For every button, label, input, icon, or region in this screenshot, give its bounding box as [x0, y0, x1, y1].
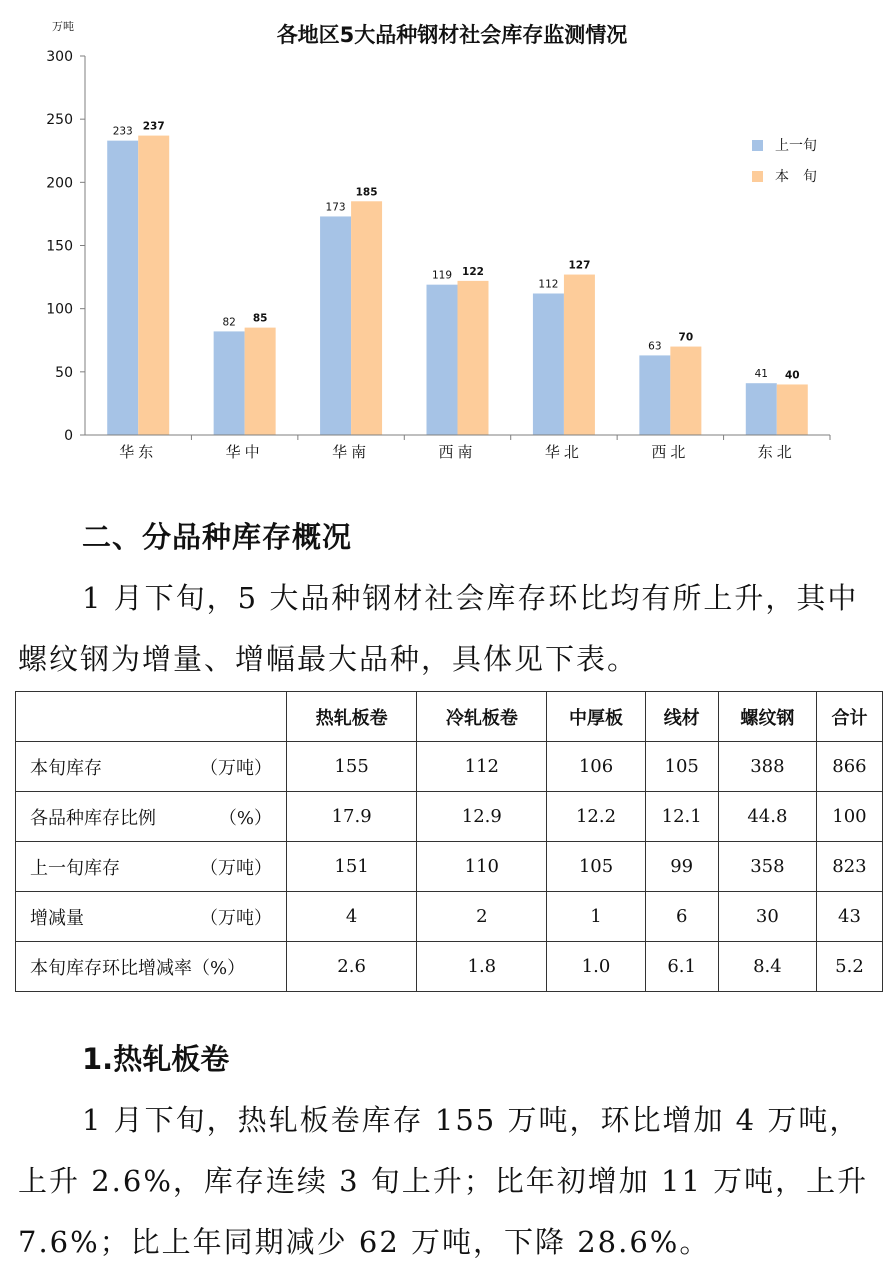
table-cell: 112 — [417, 742, 547, 792]
y-tick-label: 0 — [64, 428, 73, 444]
y-tick-label: 150 — [46, 238, 73, 255]
x-tick-label: 华北 — [544, 443, 583, 461]
table-cell: 12.2 — [547, 792, 645, 842]
bar-prev — [107, 141, 138, 435]
table-cell: 8.4 — [718, 942, 816, 992]
x-tick-label: 西北 — [651, 443, 690, 461]
bar-prev — [427, 285, 458, 435]
data-label: 112 — [538, 278, 559, 291]
table-cell: 17.9 — [287, 792, 417, 842]
bar-current — [351, 201, 382, 435]
row-label: 上一旬库存 — [30, 857, 120, 879]
data-label: 233 — [112, 125, 133, 138]
table-cell: 12.1 — [645, 792, 718, 842]
section-title: 二、分品种库存概况 — [82, 520, 353, 554]
data-label: 185 — [355, 186, 378, 199]
legend-label-prev: 上一旬 — [775, 138, 817, 154]
x-tick-label: 华东 — [119, 443, 158, 461]
x-tick-label: 西南 — [438, 443, 477, 461]
bar-current — [564, 275, 595, 435]
table-cell: 2.6 — [287, 942, 417, 992]
data-label: 122 — [462, 265, 484, 278]
legend-label-current: 本 旬 — [775, 169, 817, 185]
table-cell: 44.8 — [718, 792, 816, 842]
data-label: 41 — [754, 368, 768, 381]
bar-prev — [746, 383, 777, 435]
table-cell: 105 — [645, 742, 718, 792]
bar-series — [107, 121, 808, 435]
table-header-cell: 冷轧板卷 — [417, 692, 547, 742]
data-label: 127 — [568, 259, 591, 272]
y-tick-label: 250 — [46, 112, 73, 129]
y-tick-label: 100 — [46, 301, 73, 318]
data-label: 173 — [325, 201, 346, 214]
bar-prev — [639, 355, 670, 435]
data-label: 119 — [431, 269, 453, 282]
y-axis-ticks — [46, 49, 85, 444]
table-header-row — [16, 692, 883, 742]
table-cell: 6 — [645, 892, 718, 942]
table-header-cell: 中厚板 — [547, 692, 645, 742]
table-cell: 99 — [645, 842, 718, 892]
bar-current — [458, 281, 489, 435]
table-cell: 110 — [417, 842, 547, 892]
bar-current — [670, 347, 701, 435]
table-row-label-cell — [16, 892, 287, 942]
table-cell: 358 — [718, 842, 816, 892]
table-header-cell: 热轧板卷 — [287, 692, 417, 742]
legend-swatch-prev — [752, 140, 763, 151]
chart-title: 各地区5大品种钢材社会库存监测情况 — [276, 23, 628, 47]
legend-swatch-current — [752, 171, 763, 182]
table-corner-cell — [16, 692, 287, 742]
table-cell: 1 — [547, 892, 645, 942]
table-cell: 4 — [287, 892, 417, 942]
table-cell: 1.0 — [547, 942, 645, 992]
y-axis-unit: 万吨 — [52, 20, 74, 33]
bar-prev — [533, 294, 564, 435]
regional-stock-bar-chart — [0, 0, 896, 480]
row-unit: （万吨） — [200, 757, 272, 779]
hot-rolled-paragraph: 1 月下旬，热轧板卷库存 155 万吨，环比增加 4 万吨，上升 2.6%，库存连续 3 旬上升；比年初增加 11 万吨，上升 7.6%；比上年同期减少 62 万吨，下降 28.6%。 — [18, 1103, 869, 1259]
x-tick-label: 东北 — [757, 443, 796, 461]
data-label: 82 — [222, 316, 236, 329]
data-label: 70 — [678, 331, 694, 344]
data-label: 40 — [784, 369, 800, 382]
y-tick-label: 50 — [55, 364, 73, 381]
table-cell: 43 — [816, 892, 882, 942]
table-row — [16, 792, 883, 842]
x-axis-labels — [119, 435, 830, 461]
table-cell: 100 — [816, 792, 882, 842]
y-tick-label: 300 — [46, 49, 73, 65]
bar-current — [245, 328, 276, 435]
table-cell: 388 — [718, 742, 816, 792]
row-label: 本旬库存 — [30, 757, 102, 779]
table-header-cell: 线材 — [645, 692, 718, 742]
table-cell: 12.9 — [417, 792, 547, 842]
table-header-cell: 螺纹钢 — [718, 692, 816, 742]
chart-legend — [752, 138, 817, 185]
table-cell: 866 — [816, 742, 882, 792]
x-tick-label: 华中 — [225, 443, 264, 461]
row-label: 各品种库存比例 — [30, 807, 156, 829]
table-cell: 30 — [718, 892, 816, 942]
table-row-label-cell — [16, 792, 287, 842]
table-cell: 2 — [417, 892, 547, 942]
table-row — [16, 942, 883, 992]
table-cell: 6.1 — [645, 942, 718, 992]
bar-current — [138, 136, 169, 435]
row-unit: （万吨） — [200, 907, 272, 929]
table-cell: 106 — [547, 742, 645, 792]
bar-prev — [320, 216, 351, 435]
table-row-label-cell — [16, 942, 287, 992]
table-cell: 105 — [547, 842, 645, 892]
data-label: 63 — [648, 340, 662, 353]
bar-current — [777, 384, 808, 435]
row-unit: （%） — [218, 807, 272, 829]
category-stock-table — [15, 691, 883, 992]
table-row-label-cell — [16, 742, 287, 792]
row-label: 本旬库存环比增减率（%） — [30, 957, 246, 979]
y-tick-label: 200 — [46, 175, 73, 192]
table-row — [16, 742, 883, 792]
bar-prev — [214, 331, 245, 435]
data-label: 85 — [252, 312, 268, 325]
table-row-label-cell — [16, 842, 287, 892]
table-cell: 5.2 — [816, 942, 882, 992]
subsection-title: 1.热轧板卷 — [82, 1042, 230, 1076]
x-tick-label: 华南 — [332, 443, 371, 461]
row-label: 增减量 — [30, 907, 84, 929]
table-cell: 823 — [816, 842, 882, 892]
table-header-cell: 合计 — [816, 692, 882, 742]
table-row — [16, 842, 883, 892]
intro-paragraph: 1 月下旬，5 大品种钢材社会库存环比均有所上升，其中螺纹钢为增量、增幅最大品种，具体见下表。 — [18, 581, 859, 676]
row-unit: （万吨） — [200, 857, 272, 879]
table-cell: 151 — [287, 842, 417, 892]
data-label: 237 — [142, 120, 165, 133]
table-cell: 1.8 — [417, 942, 547, 992]
table-row — [16, 892, 883, 942]
table-cell: 155 — [287, 742, 417, 792]
